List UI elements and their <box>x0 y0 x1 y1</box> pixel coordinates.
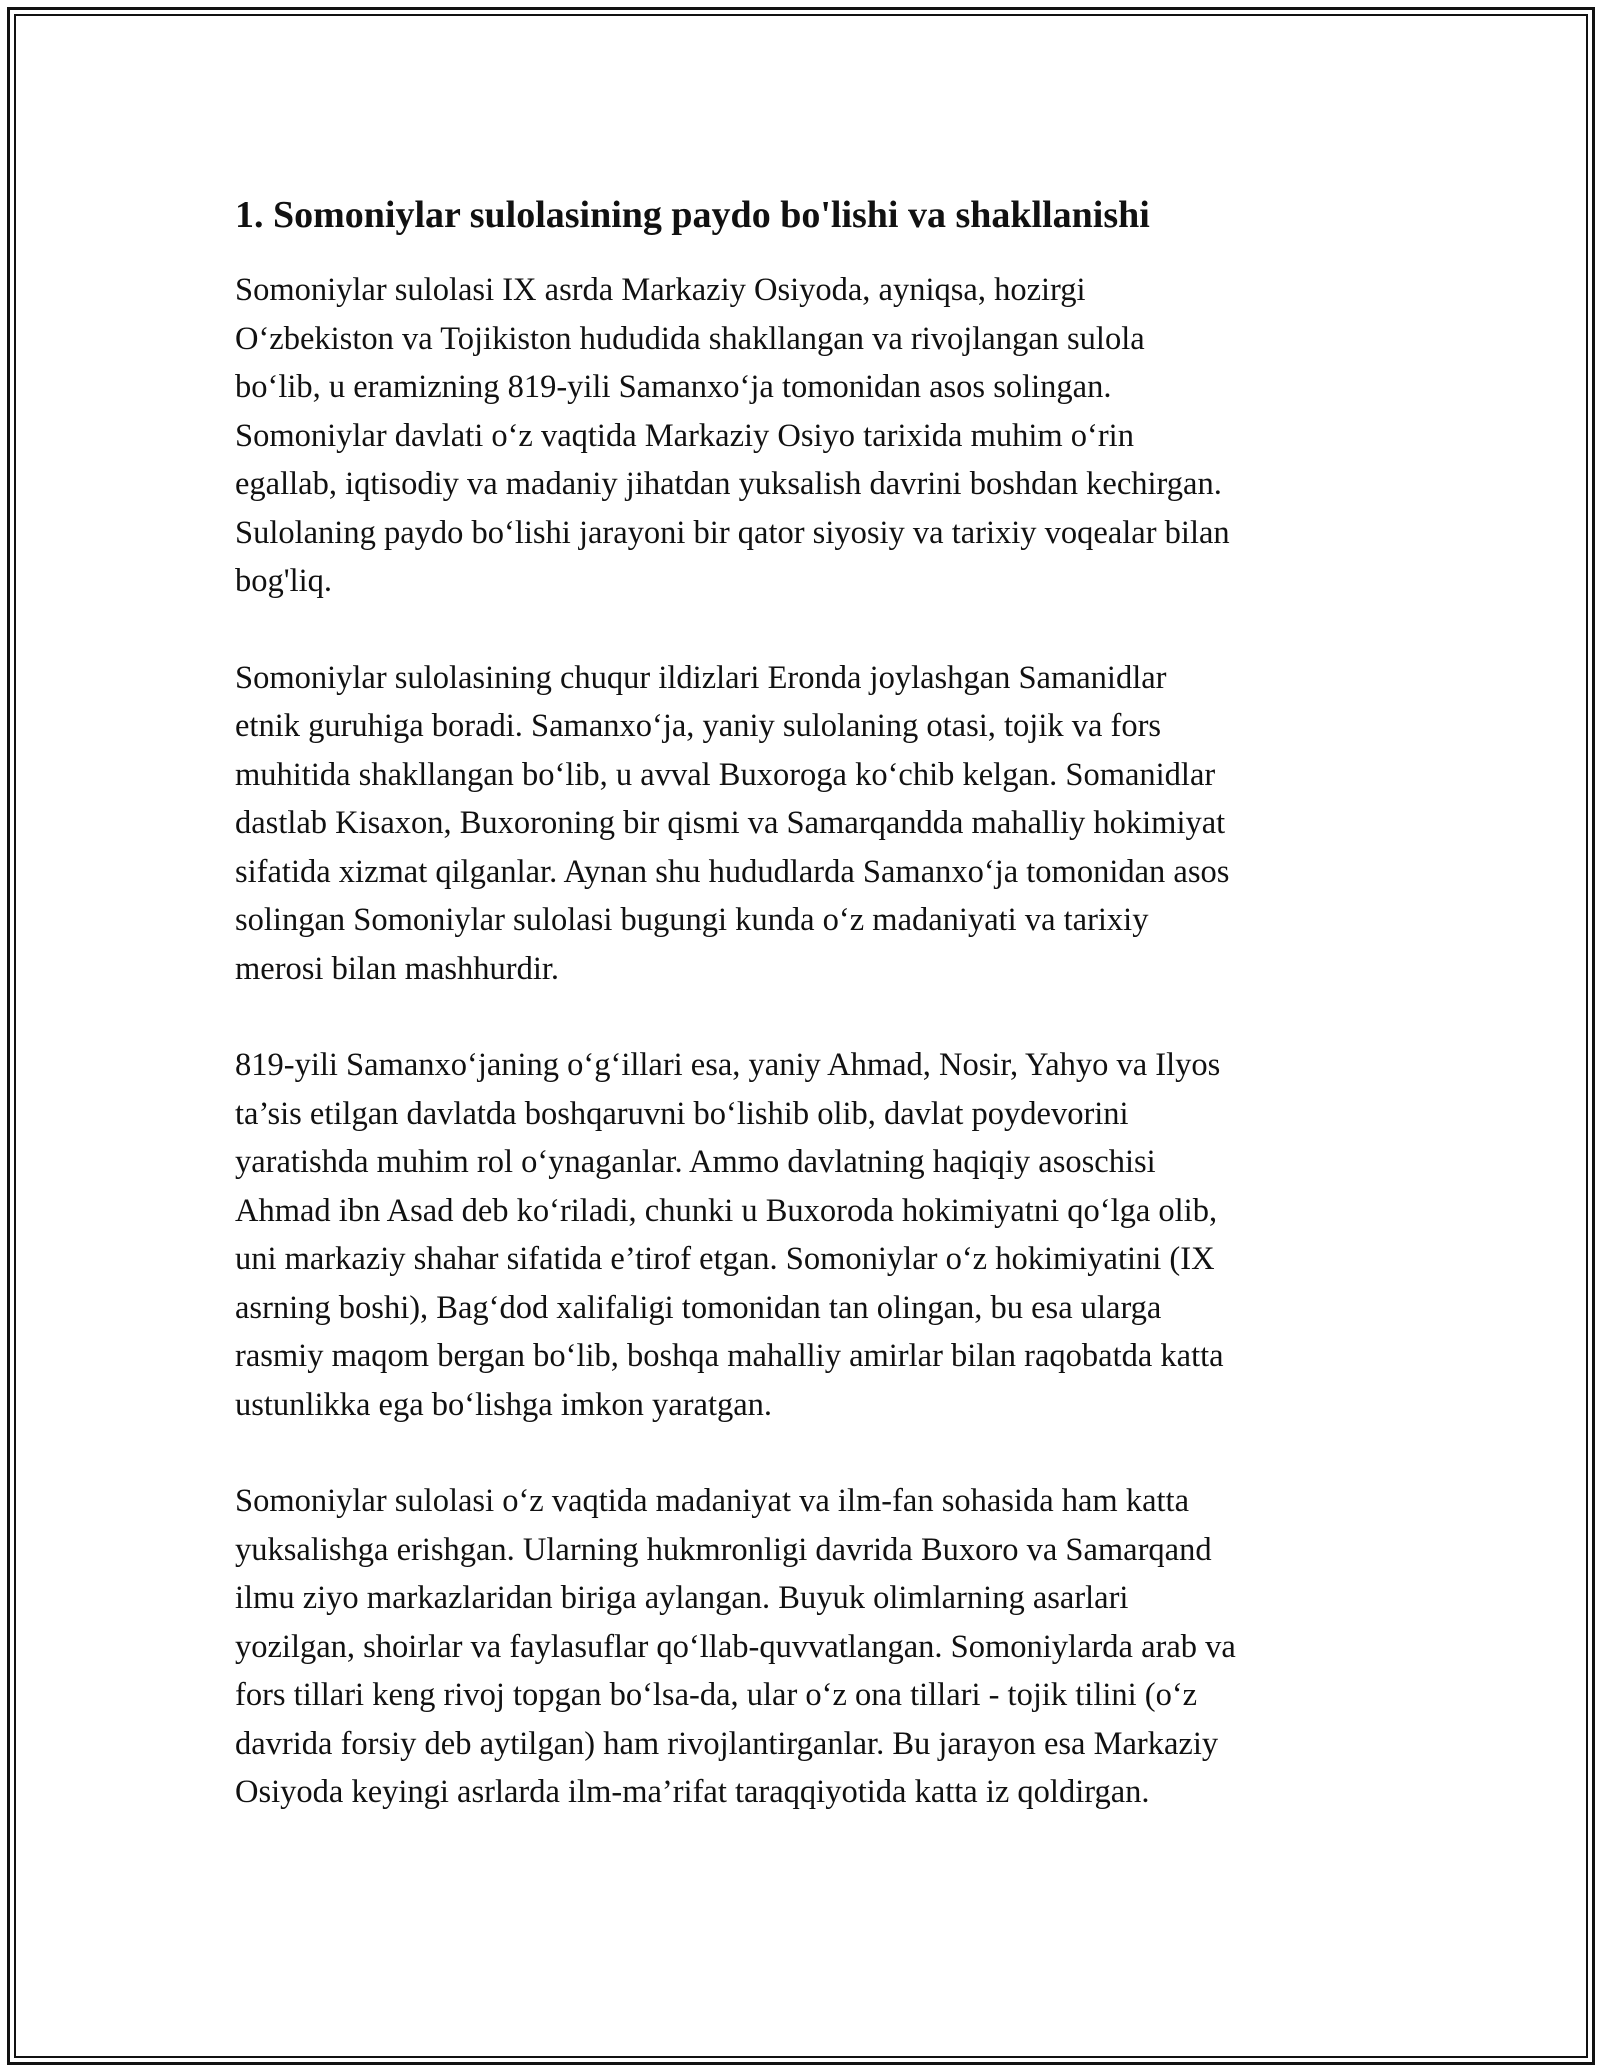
paragraph-line: ilmu ziyo markazlaridan biriga aylangan. Buyuk olimlarning asarlari <box>235 1580 1129 1616</box>
paragraph-line: solingan Somoniylar sulolasi bugungi kunda o‘z madaniyati va tarixiy <box>235 902 1149 938</box>
paragraph-line: bog'liq. <box>235 563 333 599</box>
paragraph-line: etnik guruhiga boradi. Samanxo‘ja, yaniy sulolaning otasi, tojik va fors <box>235 708 1162 744</box>
paragraph-line: egallab, iqtisodiy va madaniy jihatdan yuksalish davrini boshdan kechirgan. <box>235 466 1222 502</box>
paragraph-line: ustunlikka ega bo‘lishga imkon yaratgan. <box>235 1386 773 1423</box>
paragraph-line: ta’sis etilgan davlatda boshqaruvni bo‘lishib olib, davlat poydevorini <box>235 1095 1129 1132</box>
paragraph-line: uni markaziy shahar sifatida e’tirof etgan. Somoniylar o‘z hokimiyatini (IX <box>235 1241 1215 1277</box>
paragraph-line: davrida forsiy deb aytilgan) ham rivojlantirganlar. Bu jarayon esa Markaziy <box>235 1725 1219 1762</box>
paragraph-line: dastlab Kisaxon, Buxoroning bir qismi va Samarqandda mahalliy hokimiyat <box>235 805 1226 841</box>
paragraph-line: fors tillari keng rivoj topgan bo‘lsa-da, ular o‘z ona tillari - tojik tilini (o‘z <box>235 1677 1198 1713</box>
paragraph-line: asrning boshi), Bag‘dod xalifaligi tomonidan tan olingan, bu esa ularga <box>235 1289 1162 1326</box>
paragraph-line: Somoniylar sulolasi o‘z vaqtida madaniyat va ilm-fan sohasida ham katta <box>235 1483 1189 1519</box>
paragraph-line: O‘zbekiston va Tojikiston hududida shakllangan va rivojlangan sulola <box>235 320 1145 357</box>
paragraph-line: bo‘lib, u eramizning 819-yili Samanxo‘ja tomonidan asos solingan. <box>235 369 1112 405</box>
paragraph-line: 819-yili Samanxo‘janing o‘g‘illari esa, yaniy Ahmad, Nosir, Yahyo va Ilyos <box>235 1047 1221 1083</box>
document-body <box>235 188 1375 1865</box>
paragraph-line: muhitida shakllangan bo‘lib, u avval Buxoroga ko‘chib kelgan. Somanidlar <box>235 756 1216 793</box>
paragraph-line: Somoniylar sulolasining chuqur ildizlari Eronda joylashgan Samanidlar <box>235 659 1167 696</box>
paragraph-line: Sulolaning paydo bo‘lishi jarayoni bir qator siyosiy va tarixiy voqealar bilan <box>235 514 1230 551</box>
paragraph-line: yuksalishga erishgan. Ularning hukmronligi davrida Buxoro va Samarqand <box>235 1531 1212 1568</box>
paragraph-3 <box>235 1041 1375 1429</box>
paragraph-line: merosi bilan mashhurdir. <box>235 950 560 987</box>
paragraph-line: Somoniylar sulolasi IX asrda Markaziy Osiyoda, ayniqsa, hozirgi <box>235 272 1086 308</box>
paragraph-line: sifatida xizmat qilganlar. Aynan shu hududlarda Samanxo‘ja tomonidan asos <box>235 853 1230 890</box>
paragraph-line: rasmiy maqom bergan bo‘lib, boshqa mahalliy amirlar bilan raqobatda katta <box>235 1338 1224 1374</box>
paragraph-line: Somoniylar davlati o‘z vaqtida Markaziy Osiyo tarixida muhim o‘rin <box>235 417 1134 454</box>
paragraph-line: yaratishda muhim rol o‘ynaganlar. Ammo davlatning haqiqiy asoschisi <box>235 1144 1156 1180</box>
paragraph-line: Osiyoda keyingi asrlarda ilm-ma’rifat taraqqiyotida katta iz qoldirgan. <box>235 1774 1150 1810</box>
paragraph-2 <box>235 654 1375 994</box>
paragraph-4 <box>235 1477 1375 1817</box>
paragraph-line: yozilgan, shoirlar va faylasuflar qo‘llab-quvvatlangan. Somoniylarda arab va <box>235 1628 1236 1665</box>
paragraph-1 <box>235 266 1375 606</box>
document-title: 1. Somoniylar sulolasining paydo bo'lishi va shakllanishi <box>235 194 1150 236</box>
paragraph-line: Ahmad ibn Asad deb ko‘riladi, chunki u Buxoroda hokimiyatni qo‘lga olib, <box>235 1192 1218 1229</box>
